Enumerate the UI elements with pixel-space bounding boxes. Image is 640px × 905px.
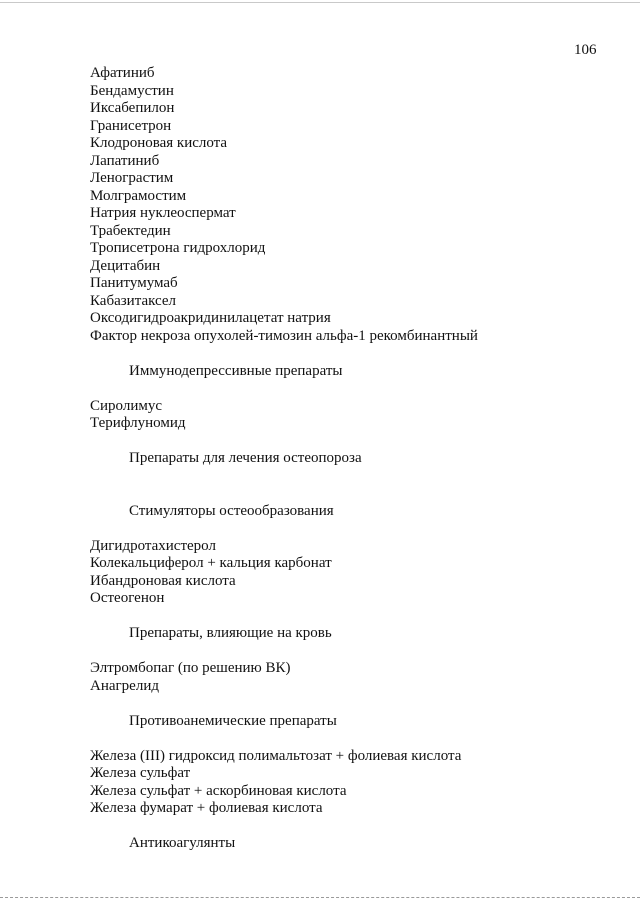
drug-list-item: Клодроновая кислота — [90, 135, 228, 151]
drug-list-item: Трабектедин — [90, 222, 171, 239]
section-spacer — [90, 433, 610, 451]
drug-list-item: Молграмостим — [90, 187, 187, 204]
section-spacer — [90, 695, 610, 713]
drug-list-item: Бендамустин — [90, 82, 174, 99]
page-bottom-edge — [0, 897, 640, 898]
section-spacer — [90, 380, 610, 398]
drug-list-item: Дигидротахистерол — [90, 537, 216, 554]
section-heading: Стимуляторы остеообразования — [129, 502, 334, 519]
drug-list-item: Колекальциферол + кальция карбонат — [90, 555, 332, 571]
drug-list-item: Ленограстим — [90, 170, 174, 186]
drug-list-item: Лапатиниб — [90, 152, 160, 169]
section-heading: Иммунодепрессивные препараты — [129, 362, 343, 379]
drug-list-item: Оксодигидроакридинилацетат натрия — [90, 310, 331, 326]
drug-list-item: Ибандроновая кислота — [90, 572, 236, 589]
drug-list-item: Гранисетрон — [90, 117, 172, 134]
drug-list-item: Остеогенон — [90, 590, 165, 606]
drug-list-item: Железа (III) гидроксид полимальтозат + фолиевая кислота — [90, 747, 462, 764]
drug-list-item: Терифлуномид — [90, 415, 186, 431]
section-spacer — [90, 730, 610, 748]
drug-list-item: Трописетрона гидрохлорид — [90, 240, 266, 256]
drug-list-item: Железа сульфат — [90, 765, 191, 781]
drug-list-item: Натрия нуклеоспермат — [90, 205, 236, 221]
section-heading: Противоанемические препараты — [129, 712, 337, 729]
section-heading: Антикоагулянты — [129, 835, 236, 851]
section-spacer — [90, 608, 610, 626]
section-spacer — [90, 643, 610, 661]
page-top-edge — [0, 2, 640, 3]
section-spacer — [90, 520, 610, 538]
drug-list-item: Элтромбопаг (по решению ВК) — [90, 660, 291, 676]
drug-list-item: Железа фумарат + фолиевая кислота — [90, 800, 323, 816]
section-heading: Препараты, влияющие на кровь — [129, 625, 332, 641]
document-body — [90, 65, 610, 870]
drug-list-item: Анагрелид — [90, 677, 159, 694]
drug-list-item: Иксабепилон — [90, 100, 175, 116]
page-number: 106 — [574, 42, 597, 58]
section-spacer — [90, 818, 610, 836]
section-heading: Препараты для лечения остеопороза — [129, 450, 362, 466]
section-spacer — [90, 468, 610, 486]
drug-list-item: Железа сульфат + аскорбиновая кислота — [90, 782, 347, 799]
drug-list-item: Кабазитаксел — [90, 292, 177, 309]
drug-list-item: Децитабин — [90, 257, 161, 274]
section-spacer — [90, 345, 610, 363]
section-spacer — [90, 485, 610, 503]
drug-list-item: Афатиниб — [90, 65, 155, 81]
drug-list-item: Панитумумаб — [90, 275, 178, 291]
drug-list-item: Фактор некроза опухолей-тимозин альфа-1 рекомбинантный — [90, 327, 478, 344]
drug-list-item: Сиролимус — [90, 397, 162, 414]
section-spacer — [90, 853, 610, 871]
